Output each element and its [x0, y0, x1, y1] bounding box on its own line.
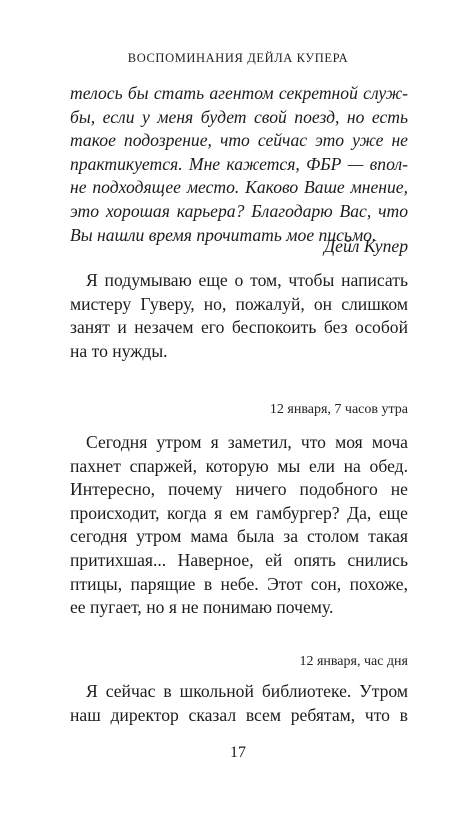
paragraph: [70, 269, 408, 363]
letter-text: [70, 82, 408, 247]
text-line: ее пугает, но я не понимаю почему.: [70, 597, 334, 618]
text-line: такое подозрение, что сейчас это уже не: [70, 130, 408, 151]
text-line: пахнет спаржей, которую мы ели на обед.: [70, 455, 408, 476]
text-line: мистеру Гуверу, но, пожалуй, он слишком: [70, 293, 408, 314]
text-line: практикуется. Мне кажется, ФБР — впол-: [70, 153, 408, 174]
text-line: происходит, когда я ем гамбургер? Да, еще: [70, 502, 408, 523]
text-line: занят и незачем его беспокоить без особой: [70, 317, 408, 338]
text-line: Вы нашли время прочитать мое письмо.: [70, 224, 377, 245]
text-line: птицы, парящие в небе. Этот сон, похоже,: [70, 573, 408, 594]
text-line: сегодня утром мама была за столом такая: [70, 526, 408, 547]
diary-dateline: 12 января, 7 часов утра: [269, 402, 408, 417]
text-line: наш директор сказал всем ребятам, что в: [70, 704, 408, 725]
diary-dateline: 12 января, час дня: [299, 654, 408, 669]
text-line: это хорошая карьера? Благодарю Вас, что: [70, 200, 408, 221]
running-header: ВОСПОМИНАНИЯ ДЕЙЛА КУПЕРА: [127, 51, 349, 65]
text-line: телось бы стать агентом секретной служ-: [70, 83, 408, 103]
text-line: Интересно, почему ничего подобного не: [70, 479, 408, 500]
text-line: Сегодня утром я заметил, что моя моча: [86, 432, 408, 452]
text-line: не подходящее место. Каково Ваше мнение,: [70, 177, 408, 198]
text-line: Я подумываю еще о том, чтобы написать: [86, 270, 408, 290]
text-line: притихшая... Наверное, ей опять снились: [70, 549, 408, 570]
text-line: бы, если у меня будет свой поезд, но есть: [70, 106, 408, 127]
page-number: 17: [230, 744, 246, 761]
letter-signature: Дейл Купер: [323, 236, 408, 256]
diary-entry: [70, 680, 408, 727]
diary-entry: [70, 431, 408, 620]
text-line: на то нужды.: [70, 340, 168, 361]
text-line: Я сейчас в школьной библиотеке. Утром: [86, 681, 408, 701]
